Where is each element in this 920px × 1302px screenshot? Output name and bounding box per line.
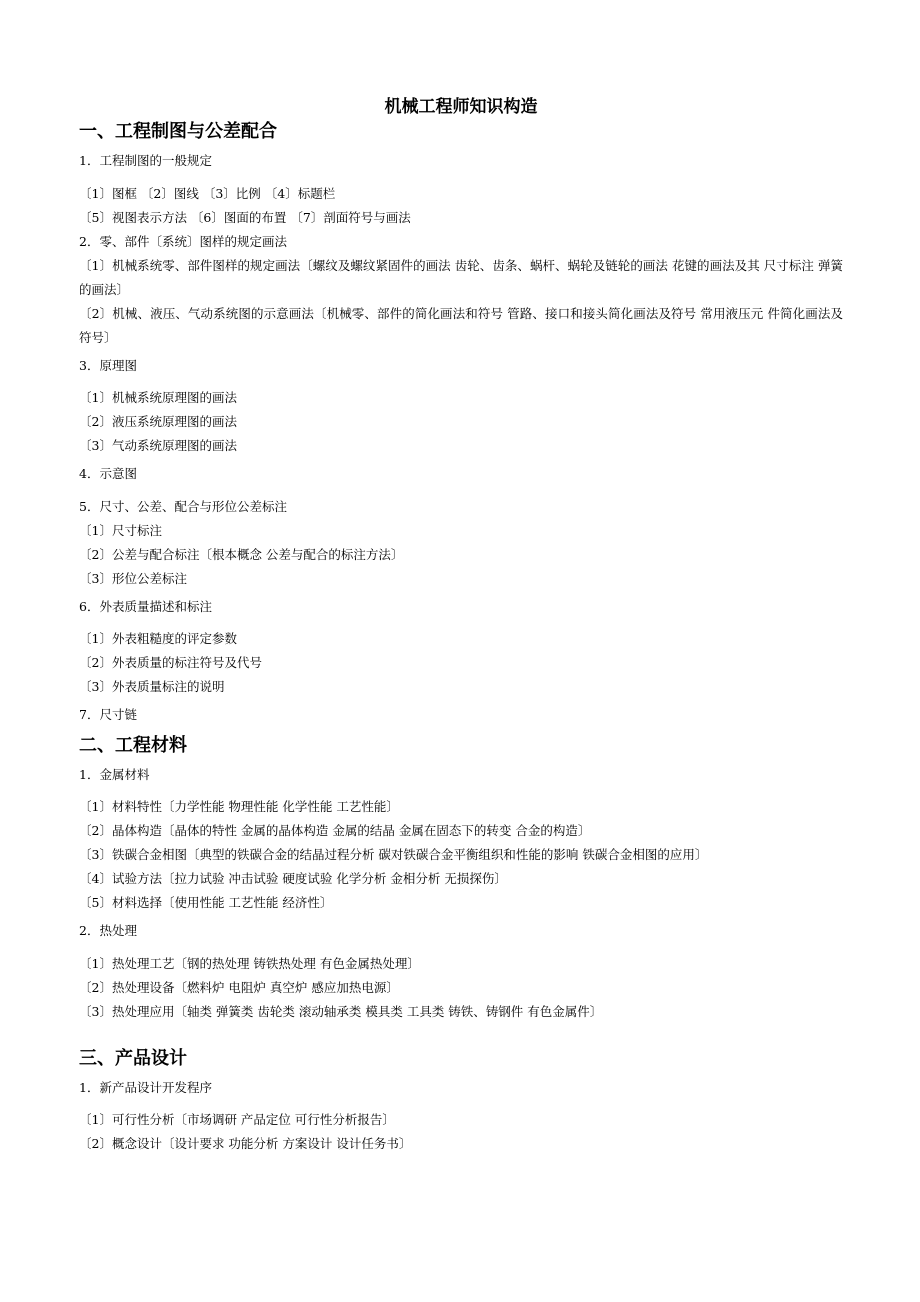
- list-item: 〔1〕可行性分析〔市场调研 产品定位 可行性分析报告〕: [79, 1112, 395, 1127]
- list-item: 〔1〕尺寸标注: [79, 523, 162, 538]
- list-item: 5．尺寸、公差、配合与形位公差标注: [79, 499, 287, 514]
- list-item: 1．工程制图的一般规定: [79, 153, 212, 168]
- list-item: 〔1〕热处理工艺〔钢的热处理 铸铁热处理 有色金属热处理〕: [79, 956, 420, 971]
- list-item: 1．金属材料: [79, 767, 150, 782]
- section-heading-3: 三、产品设计: [79, 1048, 187, 1069]
- list-item: 1．新产品设计开发程序: [79, 1080, 212, 1095]
- list-item: 〔1〕材料特性〔力学性能 物理性能 化学性能 工艺性能〕: [79, 799, 399, 814]
- list-item: 〔5〕视图表示方法 〔6〕图面的布置 〔7〕剖面符号与画法: [79, 210, 411, 225]
- list-item: 〔2〕概念设计〔设计要求 功能分析 方案设计 设计任务书〕: [79, 1136, 412, 1151]
- list-item: 〔3〕热处理应用〔轴类 弹簧类 齿轮类 滚动轴承类 模具类 工具类 铸铁、铸钢件 有色金属件〕: [79, 1004, 603, 1019]
- list-item: 〔2〕液压系统原理图的画法: [79, 414, 237, 429]
- list-item: 〔3〕外表质量标注的说明: [79, 679, 225, 694]
- document-title: 机械工程师知识构造: [384, 97, 538, 117]
- list-item: 〔2〕机械、液压、气动系统图的示意画法〔机械零、部件的简化画法和符号 管路、接口和接头简化画法及符号 常用液压元 件简化画法及符号〕: [79, 306, 843, 345]
- list-item: 〔5〕材料选择〔使用性能 工艺性能 经济性〕: [79, 895, 333, 910]
- list-item: 2．热处理: [79, 923, 137, 938]
- list-item: 〔2〕公差与配合标注〔根本概念 公差与配合的标注方法〕: [79, 547, 404, 562]
- list-item: 〔4〕试验方法〔拉力试验 冲击试验 硬度试验 化学分析 金相分析 无损探伤〕: [79, 871, 507, 886]
- list-item: 2．零、部件〔系统〕图样的规定画法: [79, 234, 287, 249]
- list-item: 3．原理图: [79, 358, 137, 373]
- section-heading-2: 二、工程材料: [79, 735, 187, 756]
- list-item: 〔2〕晶体构造〔晶体的特性 金属的晶体构造 金属的结晶 金属在固态下的转变 合金的构造〕: [79, 823, 591, 838]
- list-item: 〔1〕机械系统零、部件图样的规定画法〔螺纹及螺纹紧固件的画法 齿轮、齿条、蜗杆、蜗轮及链轮的画法 花键的画法及其 尺寸标注 弹簧的画法〕: [79, 258, 843, 297]
- list-item: 〔1〕机械系统原理图的画法: [79, 390, 237, 405]
- list-item: 〔2〕热处理设备〔燃料炉 电阻炉 真空炉 感应加热电源〕: [79, 980, 399, 995]
- list-item: 4．示意图: [79, 466, 137, 481]
- list-item: 〔3〕铁碳合金相图〔典型的铁碳合金的结晶过程分析 碳对铁碳合金平衡组织和性能的影响 铁碳合金相图的应用〕: [79, 847, 708, 862]
- list-item: 〔3〕气动系统原理图的画法: [79, 438, 237, 453]
- list-item: 6．外表质量描述和标注: [79, 599, 212, 614]
- list-item: 7．尺寸链: [79, 707, 137, 722]
- list-item: 〔1〕图框 〔2〕图线 〔3〕比例 〔4〕标题栏: [79, 186, 336, 201]
- list-item: 〔2〕外表质量的标注符号及代号: [79, 655, 262, 670]
- list-item: 〔1〕外表粗糙度的评定参数: [79, 631, 237, 646]
- list-item: 〔3〕形位公差标注: [79, 571, 187, 586]
- section-heading-1: 一、工程制图与公差配合: [79, 121, 277, 142]
